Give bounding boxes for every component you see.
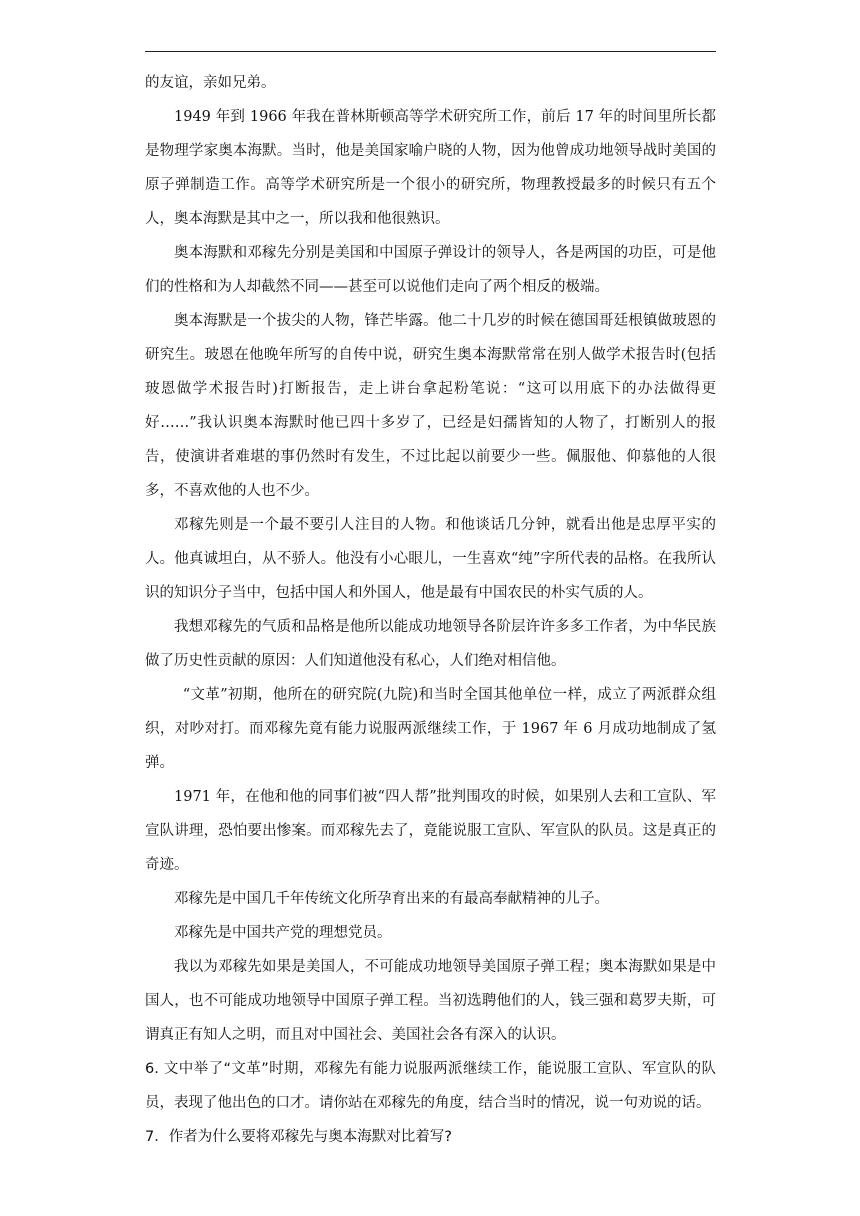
question-6: 6. 文中举了“文革”时期，邓稼先有能力说服两派继续工作，能说服工宣队、军宣队的队员，表现了他出色的口才。请你站在邓稼先的角度，结合当时的情况，说一句劝说的话。 <box>145 1061 716 1111</box>
paragraph: 奥本海默是一个拔尖的人物，锋芒毕露。他二十几岁的时候在德国哥廷根镇做玻恩的研究生。玻恩在他晚年所写的自传中说，研究生奥本海默常常在别人做学术报告时(包括玻恩做学术报告时)打断报告，走上讲台拿起粉笔说：“这可以用底下的办法做得更好……”我认识奥本海默时他已四十多岁了，已经是妇孺皆知的人物了，打断别人的报告，使演讲者难堪的事仍然时有发生，不过比起以前要少一些。佩服他、仰慕他的人很多，不喜欢他的人也不少。 <box>145 313 716 499</box>
header-rule <box>145 51 716 52</box>
paragraph: 1971 年，在他和他的同事们被“四人帮”批判围攻的时候，如果别人去和工宣队、军宣队讲理，恐怕要出惨案。而邓稼先去了，竟能说服工宣队、军宣队的队员。这是真正的奇迹。 <box>145 789 716 873</box>
paragraph: 邓稼先是中国共产党的理想党员。 <box>174 925 392 941</box>
document-body <box>145 66 716 1154</box>
paragraph: 我以为邓稼先如果是美国人，不可能成功地领导美国原子弹工程；奥本海默如果是中国人，也不可能成功地领导中国原子弹工程。当初选聘他们的人，钱三强和葛罗夫斯，可谓真正有知人之明，而且对中国社会、美国社会各有深入的认识。 <box>145 959 716 1043</box>
paragraph: 我想邓稼先的气质和品格是他所以能成功地领导各阶层许许多多工作者，为中华民族做了历史性贡献的原因：人们知道他没有私心，人们绝对相信他。 <box>145 619 716 669</box>
paragraph: 的友谊，亲如兄弟。 <box>145 75 276 91</box>
paragraph: 1949 年到 1966 年我在普林斯顿高等学术研究所工作，前后 17 年的时间里所长都是物理学家奥本海默。当时，他是美国家喻户晓的人物，因为他曾成功地领导战时美国的原子弹制造工作。高等学术研究所是一个很小的研究所，物理教授最多的时候只有五个人，奥本海默是其中之一，所以我和他很熟识。 <box>145 109 716 227</box>
question-7: 7．作者为什么要将邓稼先与奥本海默对比着写? <box>145 1129 452 1145</box>
paragraph: 邓稼先则是一个最不要引人注目的人物。和他谈话几分钟，就看出他是忠厚平实的人。他真诚坦白，从不骄人。他没有小心眼儿，一生喜欢“纯”字所代表的品格。在我所认识的知识分子当中，包括中国人和外国人，他是最有中国农民的朴实气质的人。 <box>145 517 716 601</box>
paragraph: 奥本海默和邓稼先分别是美国和中国原子弹设计的领导人，各是两国的功臣，可是他们的性格和为人却截然不同——甚至可以说他们走向了两个相反的极端。 <box>145 245 716 295</box>
paragraph: 邓稼先是中国几千年传统文化所孕育出来的有最高奉献精神的儿子。 <box>174 891 609 907</box>
paragraph: “文革”初期，他所在的研究院(九院)和当时全国其他单位一样，成立了两派群众组织，对吵对打。而邓稼先竟有能力说服两派继续工作，于 1967 年 6 月成功地制成了氢弹。 <box>145 687 716 771</box>
